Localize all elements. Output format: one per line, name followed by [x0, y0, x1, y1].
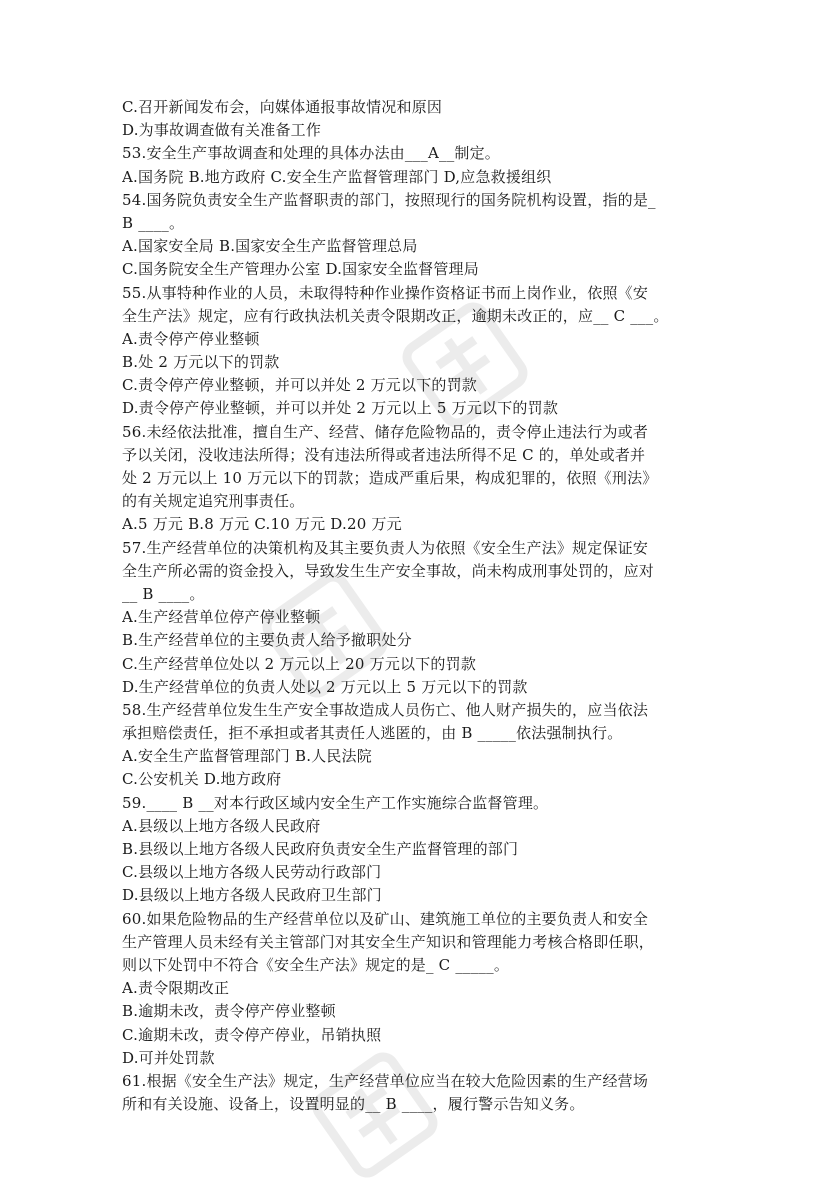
text-line: D.县级以上地方各级人民政府卫生部门 — [122, 886, 382, 905]
question-60: 60.如果危险物品的生产经营单位以及矿山、建筑施工单位的主要负责人和安全 — [122, 909, 649, 928]
text-line: 全生产法》规定，应有行政执法机关责令限期改正，逾期未改正的，应__ C ___。 — [122, 306, 669, 325]
text-line: A.责令停产停业整顿 — [122, 329, 260, 348]
text-line: C.生产经营单位处以 2 万元以上 20 万元以下的罚款 — [122, 654, 477, 673]
text-line: B.县级以上地方各级人民政府负责安全生产监督管理的部门 — [122, 840, 519, 858]
text-line: A.国家安全局 B.国家安全生产监督管理总局 — [122, 237, 418, 256]
text-line: 予以关闭，没收违法所得；没有违法所得或者违法所得不足 C 的，单处或者并 — [122, 445, 646, 464]
question-57: 57.生产经营单位的决策机构及其主要负责人为依照《安全生产法》规定保证安 — [122, 538, 649, 557]
text-line: D.生产经营单位的负责人处以 2 万元以上 5 万元以下的罚款 — [122, 677, 528, 696]
text-line: C.责令停产停业整顿，并可以并处 2 万元以下的罚款 — [122, 376, 477, 395]
question-59: 59.____ B __对本行政区域内安全生产工作实施综合监督管理。 — [122, 793, 549, 812]
text-line: __ B ____。 — [122, 584, 205, 603]
text-line: A.责令限期改正 — [122, 979, 230, 998]
text-line: B.处 2 万元以下的罚款 — [122, 353, 280, 372]
text-line: C.公安机关 D.地方政府 — [122, 770, 282, 789]
text-line: C.召开新闻发布会，向媒体通报事故情况和原因 — [122, 98, 443, 116]
document-text — [122, 96, 722, 1116]
text-line: D.可并处罚款 — [122, 1048, 215, 1067]
text-line: D.责令停产停业整顿，并可以并处 2 万元以上 5 万元以下的罚款 — [122, 399, 559, 418]
text-line: B.逾期未改，责令停产停业整顿 — [122, 1002, 336, 1021]
question-54: 54.国务院负责安全生产监督职责的部门，按照现行的国务院机构设置，指的是_ — [122, 190, 656, 209]
text-line: 全生产所必需的资金投入，导致发生生产安全事故，尚未构成刑事处罚的，应对 — [122, 561, 655, 580]
text-line: A.安全生产监督管理部门 B.人民法院 — [122, 747, 372, 766]
text-line: 承担赔偿责任，拒不承担或者其责任人逃匿的，由 B _____依法强制执行。 — [122, 724, 623, 743]
text-line: 处 2 万元以上 10 万元以下的罚款；造成严重后果，构成犯罪的，依照《刑法》 — [122, 469, 658, 487]
text-line: C.逾期未改，责令停产停业，吊销执照 — [122, 1025, 382, 1044]
text-line: A.县级以上地方各级人民政府 — [122, 816, 321, 835]
text-line: C.县级以上地方各级人民劳动行政部门 — [122, 863, 382, 882]
text-line: 的有关规定追究刑事责任。 — [122, 492, 305, 511]
text-line: A.国务院 B.地方政府 C.安全生产监督管理部门 D,应急救援组织 — [122, 167, 552, 186]
text-line: A.5 万元 B.8 万元 C.10 万元 D.20 万元 — [122, 515, 402, 534]
text-line: C.国务院安全生产管理办公室 D.国家安全监督管理局 — [122, 260, 479, 279]
question-58: 58.生产经营单位发生生产安全事故造成人员伤亡、他人财产损失的，应当依法 — [122, 700, 649, 719]
text-line: A.生产经营单位停产停业整顿 — [122, 608, 321, 627]
text-line: 则以下处罚中不符合《安全生产法》规定的是_ C _____。 — [122, 955, 510, 974]
text-line: 所和有关设施、设备上，设置明显的__ B ____，履行警示告知义务。 — [122, 1095, 585, 1114]
text-line: B.生产经营单位的主要负责人给予撤职处分 — [122, 631, 412, 650]
question-55: 55.从事特种作业的人员，未取得特种作业操作资格证书而上岗作业，依照《安 — [122, 283, 649, 302]
question-53: 53.安全生产事故调查和处理的具体办法由___A__制定。 — [122, 144, 500, 163]
text-line: 生产管理人员未经有关主管部门对其安全生产知识和管理能力考核合格即任职， — [122, 932, 655, 951]
text-line: B ____。 — [122, 213, 185, 232]
question-56: 56.未经依法批准，擅自生产、经营、储存危险物品的，责令停止违法行为或者 — [122, 422, 649, 441]
question-61: 61.根据《安全生产法》规定，生产经营单位应当在较大危险因素的生产经营场 — [122, 1071, 649, 1090]
text-line: D.为事故调查做有关准备工作 — [122, 121, 322, 140]
